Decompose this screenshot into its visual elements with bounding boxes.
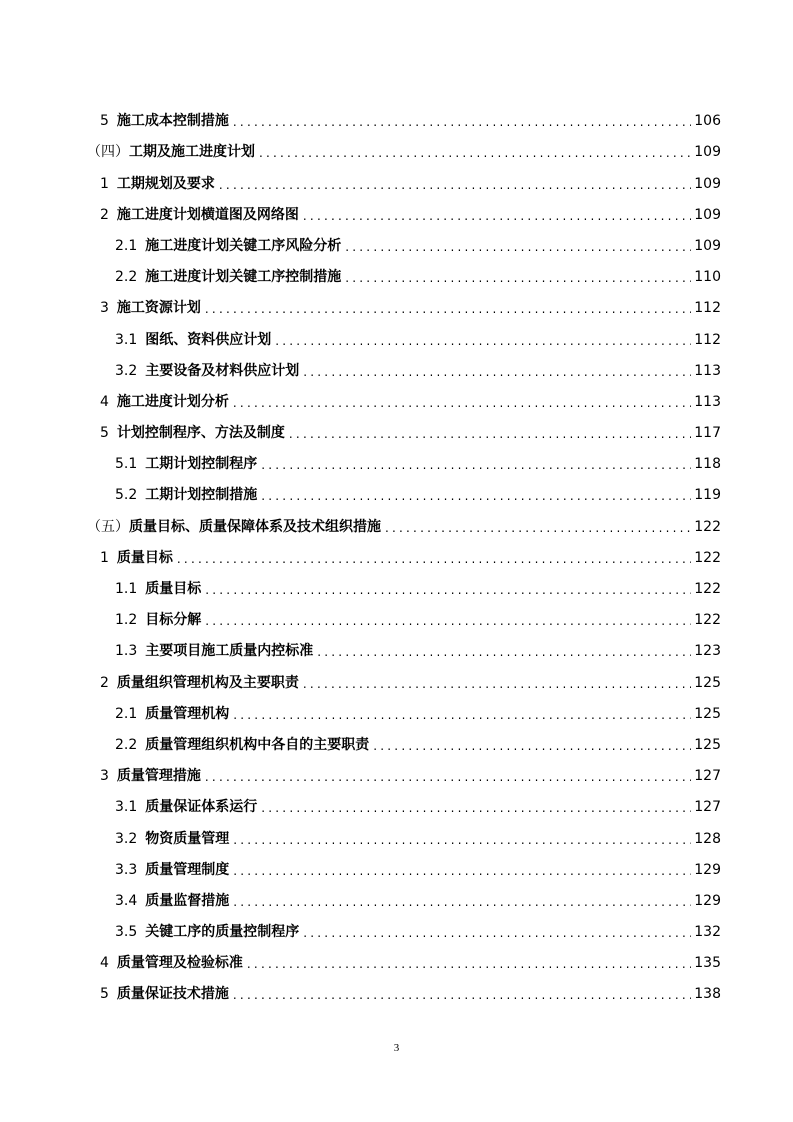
dot-leader: [205, 581, 691, 599]
dot-leader: [247, 955, 691, 973]
toc-entry-title: 施工成本控制措施: [116, 113, 229, 130]
toc-entry[interactable]: [87, 568, 721, 599]
toc-entry-number: 3.1: [115, 799, 138, 816]
toc-entry-number: 2.1: [115, 705, 138, 722]
toc-entry-page: 122: [694, 581, 721, 597]
dot-leader: [233, 986, 691, 1004]
toc-entry-number: 5.2: [115, 487, 138, 504]
toc-entry-title: 质量目标: [145, 581, 202, 597]
toc-entry[interactable]: [87, 381, 721, 412]
toc-entry-page: 109: [694, 206, 721, 223]
toc-entry-number: 2: [100, 674, 109, 691]
toc-entry[interactable]: [87, 973, 721, 1004]
toc-entry-page: 128: [694, 830, 721, 847]
toc-entry-title: 关键工序的质量控制程序: [145, 924, 300, 941]
toc-entry[interactable]: [87, 350, 721, 381]
toc-entry-title: 图纸、资料供应计划: [145, 331, 272, 348]
toc-entry-title: 工期计划控制措施: [145, 487, 258, 504]
toc-entry-number: （四）: [87, 144, 129, 161]
dot-leader: [233, 113, 691, 131]
toc-entry-page: 122: [694, 612, 721, 629]
dot-leader: [275, 332, 691, 350]
toc-entry-page: 109: [694, 237, 721, 254]
toc-entry[interactable]: [87, 693, 721, 724]
toc-entry[interactable]: [87, 537, 721, 568]
toc-entry-number: （五）: [87, 518, 129, 535]
toc-entry[interactable]: [87, 599, 721, 630]
toc-entry-number: 3.3: [115, 861, 138, 878]
toc-entry-page: 112: [694, 331, 721, 348]
toc-entry-page: 109: [694, 144, 721, 161]
toc-entry-title: 质量管理及检验标准: [116, 955, 243, 972]
toc-entry[interactable]: [87, 225, 721, 256]
toc-entry-title: 质量保证技术措施: [116, 986, 229, 1003]
toc-entry-title: 主要设备及材料供应计划: [145, 362, 300, 379]
toc-entry-number: 2.2: [115, 269, 138, 286]
toc-entry-number: 3: [100, 300, 109, 317]
toc-entry-number: 5: [100, 425, 109, 442]
dot-leader: [345, 238, 691, 256]
toc-entry-number: 3: [100, 768, 109, 785]
toc-entry-page: 106: [694, 113, 721, 130]
toc-entry-page: 138: [694, 986, 721, 1003]
toc-entry[interactable]: [87, 474, 721, 505]
toc-entry-page: 109: [694, 175, 721, 192]
dot-leader: [205, 300, 691, 318]
toc-entry-title: 质量管理制度: [145, 861, 230, 878]
toc-entry-page: 135: [694, 955, 721, 972]
dot-leader: [233, 706, 691, 724]
dot-leader: [303, 363, 691, 381]
table-of-contents: [87, 100, 721, 1004]
toc-entry[interactable]: [87, 661, 721, 692]
toc-entry-number: 4: [100, 955, 109, 972]
toc-entry[interactable]: [87, 131, 721, 162]
toc-entry-page: 125: [694, 674, 721, 691]
toc-entry-number: 3.1: [115, 331, 138, 348]
toc-entry-number: 5.1: [115, 456, 138, 473]
dot-leader: [303, 924, 691, 942]
toc-entry[interactable]: [87, 256, 721, 287]
toc-entry[interactable]: [87, 817, 721, 848]
toc-entry-page: 122: [694, 518, 721, 535]
toc-entry-page: 117: [694, 425, 721, 442]
dot-leader: [261, 456, 691, 474]
dot-leader: [233, 893, 691, 911]
toc-entry-title: 质量管理措施: [116, 768, 201, 785]
toc-entry-title: 质量目标、质量保障体系及技术组织措施: [129, 518, 381, 535]
toc-entry-page: 127: [694, 768, 721, 785]
toc-entry[interactable]: [87, 318, 721, 349]
toc-entry-title: 质量目标: [116, 549, 173, 566]
toc-entry-number: 3.4: [115, 892, 138, 909]
toc-entry[interactable]: [87, 724, 721, 755]
toc-entry-title: 物资质量管理: [145, 830, 230, 847]
toc-entry-title: 质量管理组织机构中各自的主要职责: [145, 736, 370, 753]
toc-entry[interactable]: [87, 287, 721, 318]
toc-entry-number: 2.2: [115, 736, 138, 753]
toc-entry[interactable]: [87, 880, 721, 911]
toc-entry[interactable]: [87, 630, 721, 661]
toc-entry[interactable]: [87, 162, 721, 193]
dot-leader: [205, 612, 691, 630]
toc-entry-number: 5: [100, 113, 109, 130]
dot-leader: [385, 519, 691, 537]
toc-entry-number: 1: [100, 549, 109, 566]
toc-entry-title: 质量管理机构: [145, 705, 230, 722]
toc-entry-number: 2.1: [115, 237, 138, 254]
toc-entry-number: 1: [100, 175, 109, 192]
toc-entry[interactable]: [87, 786, 721, 817]
dot-leader: [303, 675, 691, 693]
toc-entry[interactable]: [87, 942, 721, 973]
toc-entry[interactable]: [87, 911, 721, 942]
dot-leader: [233, 831, 691, 849]
toc-entry-title: 施工进度计划关键工序控制措施: [145, 269, 342, 286]
toc-entry-page: 118: [694, 456, 721, 473]
toc-entry-page: 123: [694, 643, 721, 660]
toc-entry-title: 施工进度计划关键工序风险分析: [145, 237, 342, 254]
dot-leader: [233, 862, 691, 880]
toc-entry-title: 质量组织管理机构及主要职责: [116, 674, 299, 691]
dot-leader: [261, 487, 691, 505]
toc-entry-title: 计划控制程序、方法及制度: [116, 425, 285, 442]
dot-leader: [373, 737, 691, 755]
toc-entry-page: 113: [694, 393, 721, 410]
dot-leader: [233, 394, 691, 412]
dot-leader: [205, 768, 691, 786]
toc-entry-number: 2: [100, 206, 109, 223]
dot-leader: [317, 643, 691, 661]
toc-entry-number: 3.2: [115, 362, 138, 379]
toc-entry[interactable]: [87, 849, 721, 880]
dot-leader: [261, 799, 691, 817]
dot-leader: [177, 550, 691, 568]
toc-entry-title: 主要项目施工质量内控标准: [145, 643, 314, 660]
toc-entry-title: 工期及施工进度计划: [129, 144, 255, 161]
toc-entry-title: 质量监督措施: [145, 892, 230, 909]
dot-leader: [289, 425, 691, 443]
toc-entry-title: 目标分解: [145, 612, 202, 629]
toc-entry-page: 125: [694, 736, 721, 753]
toc-entry-number: 1.2: [115, 612, 138, 629]
toc-entry-number: 5: [100, 986, 109, 1003]
toc-entry-title: 施工资源计划: [116, 300, 201, 317]
toc-entry-page: 112: [694, 300, 721, 317]
dot-leader: [345, 269, 691, 287]
toc-entry-page: 122: [694, 549, 721, 566]
toc-entry[interactable]: [87, 505, 721, 536]
toc-entry-title: 施工进度计划分析: [116, 393, 229, 410]
toc-entry[interactable]: [87, 194, 721, 225]
toc-entry-title: 工期规划及要求: [116, 175, 215, 192]
toc-entry[interactable]: [87, 443, 721, 474]
toc-entry-page: 132: [694, 924, 721, 941]
dot-leader: [219, 176, 691, 194]
toc-entry-page: 113: [694, 362, 721, 379]
toc-entry-page: 110: [694, 269, 721, 286]
toc-entry[interactable]: [87, 100, 721, 131]
toc-entry-number: 1.3: [115, 643, 138, 660]
toc-entry[interactable]: [87, 412, 721, 443]
toc-entry-number: 1.1: [115, 581, 138, 597]
toc-entry-page: 119: [694, 487, 721, 504]
dot-leader: [259, 144, 691, 162]
toc-entry-number: 3.5: [115, 924, 138, 941]
toc-entry-page: 127: [694, 799, 721, 816]
dot-leader: [303, 207, 691, 225]
toc-entry-number: 4: [100, 393, 109, 410]
page-number: 3: [393, 1042, 400, 1054]
toc-entry-number: 3.2: [115, 830, 138, 847]
toc-entry-title: 工期计划控制程序: [145, 456, 258, 473]
toc-entry-page: 129: [694, 892, 721, 909]
toc-entry-title: 质量保证体系运行: [145, 799, 258, 816]
toc-entry[interactable]: [87, 755, 721, 786]
toc-entry-title: 施工进度计划横道图及网络图: [116, 206, 299, 223]
toc-entry-page: 125: [694, 705, 721, 722]
toc-entry-page: 129: [694, 861, 721, 878]
